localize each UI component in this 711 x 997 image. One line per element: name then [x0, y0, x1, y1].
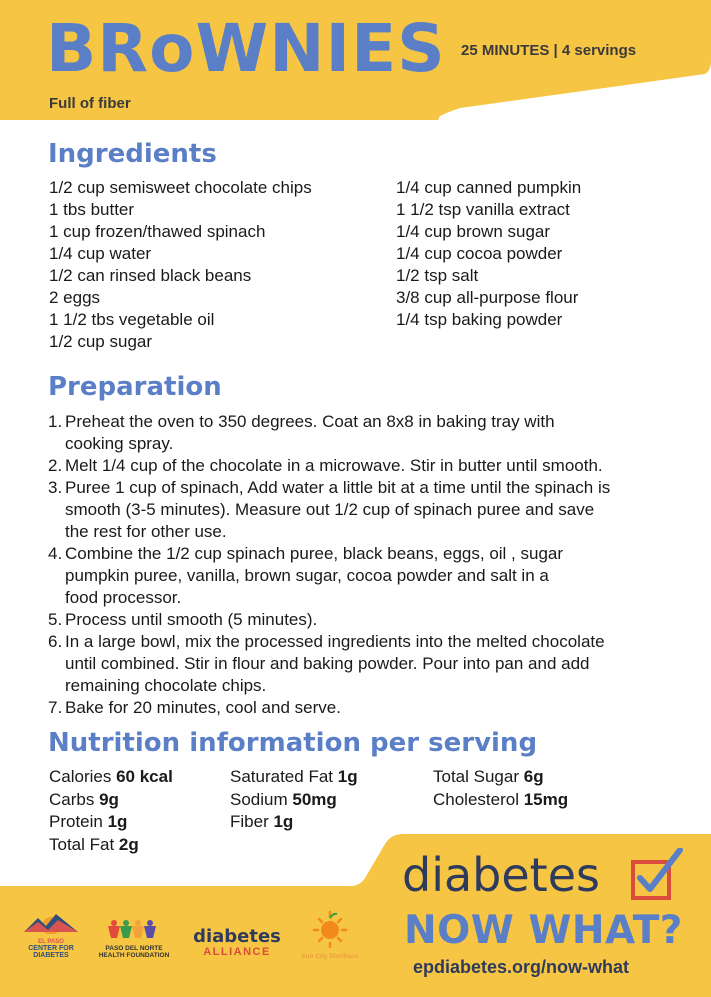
- nutrition-item: [49, 766, 173, 789]
- ingredient-item: 1/2 cup semisweet chocolate chips: [49, 178, 312, 197]
- step-line: Combine the 1/2 cup spinach puree, black beans, eggs, oil , sugar: [65, 544, 564, 563]
- nutrition-item: [49, 789, 173, 812]
- nutrition-label: Sodium: [230, 789, 293, 809]
- nutrition-value: 2g: [118, 834, 139, 854]
- step-line: Preheat the oven to 350 degrees. Coat an 8x8 in baking tray with: [65, 412, 555, 431]
- pdn-health-foundation-logo: [92, 918, 176, 959]
- nutrition-item: [49, 811, 173, 834]
- nutrition-label: Fiber: [230, 812, 274, 831]
- step-line: food processor.: [65, 588, 182, 607]
- step-line: remaining chocolate chips.: [65, 676, 267, 695]
- nutrition-item: [230, 766, 358, 789]
- ingredient-item: 1/4 cup water: [49, 244, 152, 263]
- ingredient-item: 1 1/2 tbs vegetable oil: [49, 310, 215, 329]
- recipe-subtitle: Full of fiber: [49, 95, 131, 112]
- nutrition-value: 6g: [523, 767, 544, 786]
- pdn-line1: PASO DEL NORTE: [105, 945, 163, 952]
- ep-center-bottom: DIABETES: [33, 952, 69, 959]
- step-number: 7.: [48, 698, 63, 717]
- nutrition-item: [230, 789, 358, 812]
- nutrition-value: 15mg: [523, 789, 569, 809]
- preparation-steps: [48, 411, 678, 719]
- ep-center-diabetes-logo: [22, 906, 80, 959]
- nutrition-value: 1g: [337, 767, 358, 786]
- recipe-meta: 25 MINUTES | 4 servings: [461, 42, 637, 59]
- nutrition-column-2: [230, 766, 358, 834]
- ingredient-item: 1 tbs butter: [49, 200, 135, 219]
- ingredient-item: 1/4 tsp baking powder: [396, 310, 563, 329]
- step-line: until combined. Stir in flour and baking powder. Pour into pan and add: [65, 654, 590, 673]
- nutrition-label: Calories: [49, 767, 117, 786]
- checkbox-check-icon: [630, 848, 686, 907]
- step-line: smooth (3-5 minutes). Measure out 1/2 cup of spinach puree and save: [65, 500, 595, 519]
- step-line: cooking spray.: [65, 434, 174, 453]
- ingredient-item: 1/2 can rinsed black beans: [49, 266, 252, 285]
- ingredient-item: 1 1/2 tsp vanilla extract: [396, 200, 570, 219]
- step-line: In a large bowl, mix the processed ingredients into the melted chocolate: [65, 632, 605, 651]
- pdn-line2: HEALTH FOUNDATION: [98, 952, 170, 959]
- diabetes-alliance-logo: [188, 928, 286, 958]
- nutrition-item: [433, 789, 568, 812]
- ingredient-item: 3/8 cup all-purpose flour: [396, 288, 579, 307]
- nutrition-column-3: [433, 766, 568, 811]
- step-number: 4.: [48, 544, 63, 563]
- nutrition-value: 9g: [99, 789, 119, 809]
- nutrition-value: 60 kcal: [116, 767, 173, 786]
- ingredients-list-left: [49, 177, 312, 353]
- ingredient-item: 1/4 cup brown sugar: [396, 222, 551, 241]
- nutrition-label: Protein: [49, 812, 108, 831]
- step-item: [48, 477, 678, 543]
- step-line: Bake for 20 minutes, cool and serve.: [65, 698, 341, 717]
- alliance-line2: ALLIANCE: [203, 946, 271, 958]
- step-number: 3.: [48, 478, 63, 497]
- alliance-line1: diabetes: [193, 926, 281, 947]
- ingredient-item: 1/4 cup cocoa powder: [396, 244, 563, 263]
- sun-city-dietitians-logo: [294, 910, 366, 960]
- step-line: pumpkin puree, vanilla, brown sugar, cocoa powder and salt in a: [65, 566, 549, 585]
- ingredients-list-right: [396, 177, 581, 331]
- nutrition-item: [433, 766, 568, 789]
- step-item: [48, 411, 678, 455]
- step-line: Melt 1/4 cup of the chocolate in a microwave. Stir in butter until smooth.: [65, 456, 603, 475]
- brand-wordmark: diabetes: [402, 848, 600, 902]
- ingredient-item: 2 eggs: [49, 288, 101, 307]
- step-line: Process until smooth (5 minutes).: [65, 610, 318, 629]
- step-item: [48, 543, 678, 609]
- mountain-sun-icon: [22, 906, 80, 934]
- sun-icon: [294, 910, 366, 948]
- step-line: the rest for other use.: [65, 522, 227, 541]
- ingredient-item: 1/4 cup canned pumpkin: [396, 178, 582, 197]
- nutrition-label: Carbs: [49, 789, 100, 809]
- step-line: Puree 1 cup of spinach, Add water a little bit at a time until the spinach is: [65, 478, 611, 497]
- brand-tagline: NOW WHAT?: [404, 908, 683, 953]
- step-item: [48, 631, 678, 697]
- footer-url[interactable]: epdiabetes.org/now-what: [413, 957, 630, 977]
- recipe-title: BRoWNIES: [46, 10, 446, 87]
- ingredient-item: 1/2 cup sugar: [49, 332, 153, 351]
- nutrition-value: 50mg: [292, 789, 337, 809]
- nutrition-heading: Nutrition information per serving: [48, 728, 538, 758]
- step-number: 1.: [48, 412, 63, 431]
- nutrition-item: [230, 811, 358, 834]
- ep-center-top: EL PASO: [38, 939, 64, 945]
- nutrition-value: 1g: [273, 812, 294, 831]
- step-item: [48, 455, 678, 477]
- step-number: 6.: [48, 632, 63, 651]
- people-icon: [92, 918, 176, 940]
- step-item: [48, 609, 678, 631]
- step-item: [48, 697, 678, 719]
- preparation-heading: Preparation: [48, 372, 222, 402]
- nutrition-value: 1g: [107, 812, 128, 831]
- nutrition-label: Saturated Fat: [230, 767, 338, 786]
- nutrition-label: Total Sugar: [433, 767, 524, 786]
- nutrition-label: Cholesterol: [433, 789, 524, 809]
- ingredient-item: 1/2 tsp salt: [396, 266, 479, 285]
- step-number: 2.: [48, 456, 63, 475]
- ingredients-heading: Ingredients: [48, 139, 217, 169]
- ingredient-item: 1 cup frozen/thawed spinach: [49, 222, 266, 241]
- ep-center-mid: CENTER FOR: [28, 945, 74, 952]
- step-number: 5.: [48, 610, 63, 629]
- nutrition-label: Total Fat: [49, 834, 119, 854]
- sun-city-text: Sun City Dietitians: [301, 953, 359, 960]
